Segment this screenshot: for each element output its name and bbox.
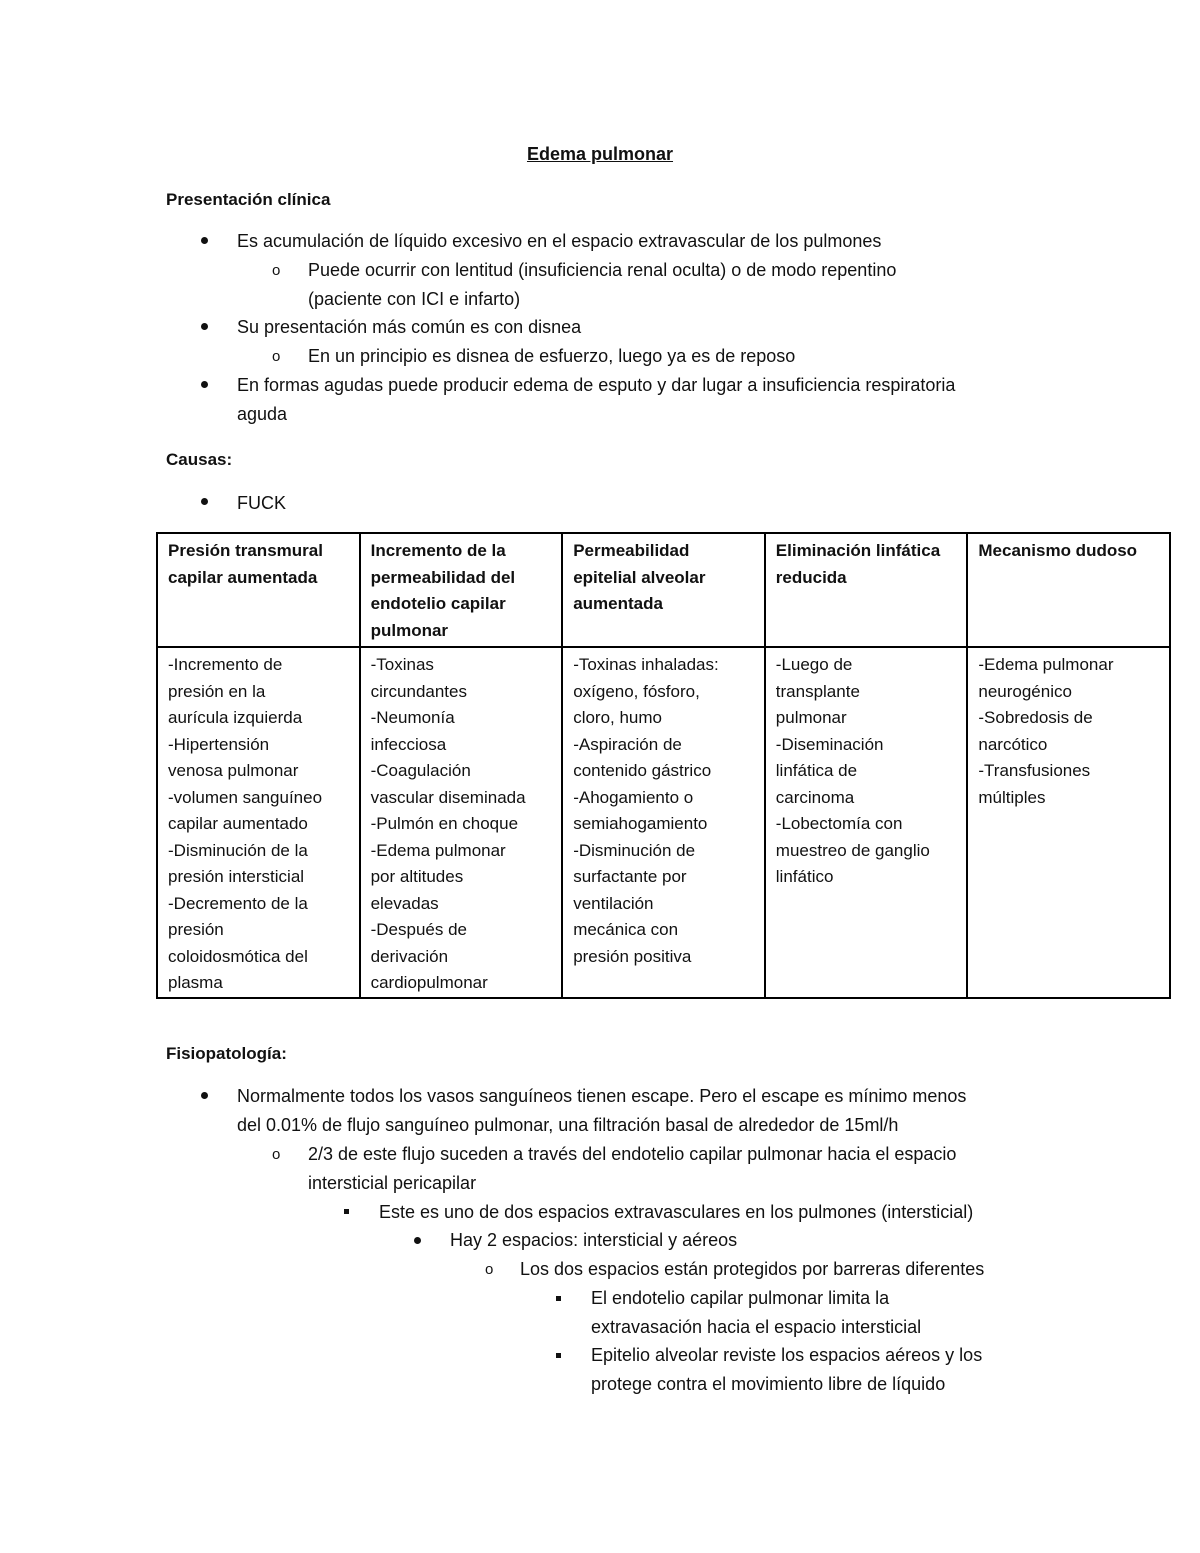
cell-line: aurícula izquierda <box>168 708 303 727</box>
cell-line: infecciosa <box>370 734 447 754</box>
bullet-dot-icon <box>201 1092 208 1099</box>
table-row <box>157 647 1170 998</box>
list-item-continuation: intersticial pericapilar <box>308 1173 477 1193</box>
cell-line: pulmonar <box>775 708 847 727</box>
table-header-cell <box>360 533 563 647</box>
list-item: Es acumulación de líquido excesivo en el espacio extravascular de los pulmones <box>237 231 882 251</box>
section-heading-clinica: Presentación clínica <box>166 190 331 209</box>
table-cell <box>967 647 1170 998</box>
cell-line: vascular diseminada <box>370 787 526 807</box>
list-item: FUCK <box>237 493 286 513</box>
square-bullet-icon <box>556 1296 561 1301</box>
header-line: Presión transmural <box>168 541 323 560</box>
list-item-continuation: del 0.01% de flujo sanguíneo pulmonar, una filtración basal de alrededor de 15ml/h <box>237 1115 899 1135</box>
bullet-dot-icon <box>201 381 208 388</box>
header-line: pulmonar <box>370 620 449 640</box>
cell-line: -Luego de <box>775 655 853 674</box>
cell-line: presión <box>168 920 224 939</box>
cell-line: múltiples <box>978 787 1046 807</box>
cell-line: narcótico <box>978 734 1048 754</box>
list-item-continuation: extravasación hacia el espacio intersticial <box>591 1317 922 1337</box>
header-line: endotelio capilar <box>370 594 506 613</box>
list-item: Su presentación más común es con disnea <box>237 317 582 337</box>
header-line: aumentada <box>573 594 663 613</box>
circle-bullet-icon: o <box>272 348 281 365</box>
table-cell <box>360 647 563 998</box>
cell-line: presión en la <box>168 681 266 701</box>
cell-line: cloro, humo <box>573 708 663 727</box>
cell-line: -Coagulación <box>370 761 471 780</box>
table-header-row <box>157 533 1170 647</box>
header-line: permeabilidad del <box>370 567 516 587</box>
list-item: Epitelio alveolar reviste los espacios aéreos y los <box>591 1345 983 1365</box>
circle-bullet-icon: o <box>272 262 281 279</box>
cell-line: -Toxinas inhaladas: <box>573 655 719 674</box>
cell-line: mecánica con <box>573 920 679 939</box>
cell-line: transplante <box>775 681 860 701</box>
cell-line: -Ahogamiento o <box>573 787 694 807</box>
list-item: Este es uno de dos espacios extravasculares en los pulmones (intersticial) <box>379 1202 974 1222</box>
cell-line: coloidosmótica del <box>168 946 308 966</box>
list-item: En formas agudas puede producir edema de esputo y dar lugar a insuficiencia respiratoria <box>237 375 956 395</box>
cell-line: semiahogamiento <box>573 814 708 833</box>
header-line: capilar aumentada <box>168 567 318 587</box>
list-item: En un principio es disnea de esfuerzo, luego ya es de reposo <box>308 346 796 366</box>
header-line: Permeabilidad <box>573 541 690 560</box>
cell-line: surfactante por <box>573 867 687 886</box>
table-cell <box>765 647 968 998</box>
square-bullet-icon <box>556 1353 561 1358</box>
cell-line: -Pulmón en choque <box>370 814 519 833</box>
table-cell <box>157 647 360 998</box>
list-item: Normalmente todos los vasos sanguíneos tienen escape. Pero el escape es mínimo menos <box>237 1086 967 1106</box>
cell-line: plasma <box>168 973 223 992</box>
list-item-continuation: aguda <box>237 404 288 424</box>
cell-line: muestreo de ganglio <box>775 840 930 860</box>
cell-line: ventilación <box>573 893 654 913</box>
cell-line: -Decremento de la <box>168 893 308 913</box>
cell-line: venosa pulmonar <box>168 761 299 780</box>
cell-line: neurogénico <box>978 681 1072 701</box>
cell-line: derivación <box>370 946 449 966</box>
cell-line: linfática de <box>775 761 858 780</box>
section-heading-causas: Causas: <box>166 450 233 469</box>
cell-line: por altitudes <box>370 867 464 886</box>
list-item-continuation: (paciente con ICI e infarto) <box>308 289 521 309</box>
cell-line: -Disminución de la <box>168 840 308 860</box>
header-line: Eliminación linfática <box>775 541 941 560</box>
cell-line: elevadas <box>370 893 439 913</box>
cell-line: -volumen sanguíneo <box>168 787 323 807</box>
cell-line: contenido gástrico <box>573 761 712 780</box>
table-cell <box>562 647 765 998</box>
cell-line: circundantes <box>370 681 467 701</box>
cell-line: -Transfusiones <box>978 761 1091 780</box>
cell-line: -Aspiración de <box>573 734 682 754</box>
cell-line: presión intersticial <box>168 867 305 886</box>
section-heading-fisiopatologia: Fisiopatología: <box>166 1044 287 1063</box>
bullet-dot-icon <box>201 498 208 505</box>
square-bullet-icon <box>344 1209 349 1214</box>
page-title: Edema pulmonar <box>526 144 674 164</box>
list-item: Los dos espacios están protegidos por barreras diferentes <box>520 1259 985 1279</box>
causes-table <box>156 532 1171 999</box>
cell-line: oxígeno, fósforo, <box>573 681 700 701</box>
cell-line: -Hipertensión <box>168 734 270 754</box>
cell-line: -Neumonía <box>370 708 455 727</box>
bullet-dot-icon <box>201 323 208 330</box>
list-item: Hay 2 espacios: intersticial y aéreos <box>450 1230 738 1250</box>
cell-line: -Edema pulmonar <box>978 655 1114 674</box>
list-item: 2/3 de este flujo suceden a través del endotelio capilar pulmonar hacia el espacio <box>308 1144 957 1164</box>
circle-bullet-icon: o <box>485 1261 494 1278</box>
bullet-dot-icon <box>201 237 208 244</box>
cell-line: -Disminución de <box>573 840 696 860</box>
header-line: Mecanismo dudoso <box>978 541 1138 560</box>
table-header-cell <box>157 533 360 647</box>
header-line: Incremento de la <box>370 541 506 560</box>
table-header-cell <box>765 533 968 647</box>
list-item-continuation: protege contra el movimiento libre de líquido <box>591 1374 946 1394</box>
cell-line: -Edema pulmonar <box>370 840 506 860</box>
cell-line: -Sobredosis de <box>978 708 1093 727</box>
header-line: reducida <box>775 567 847 587</box>
cell-line: -Diseminación <box>775 734 884 754</box>
cell-line: -Incremento de <box>168 655 283 674</box>
list-item: El endotelio capilar pulmonar limita la <box>591 1288 890 1308</box>
cell-line: carcinoma <box>775 787 855 807</box>
header-line: epitelial alveolar <box>573 567 706 587</box>
table-header-cell <box>967 533 1170 647</box>
cell-line: -Toxinas <box>370 655 434 674</box>
circle-bullet-icon: o <box>272 1146 281 1163</box>
bullet-dot-icon <box>414 1237 421 1244</box>
cell-line: -Después de <box>370 920 467 939</box>
cell-line: capilar aumentado <box>168 814 308 833</box>
table-header-cell <box>562 533 765 647</box>
cell-line: -Lobectomía con <box>775 814 903 833</box>
cell-line: cardiopulmonar <box>370 973 488 992</box>
cell-line: linfático <box>775 867 834 886</box>
list-item: Puede ocurrir con lentitud (insuficiencia renal oculta) o de modo repentino <box>308 260 897 280</box>
cell-line: presión positiva <box>573 946 692 966</box>
